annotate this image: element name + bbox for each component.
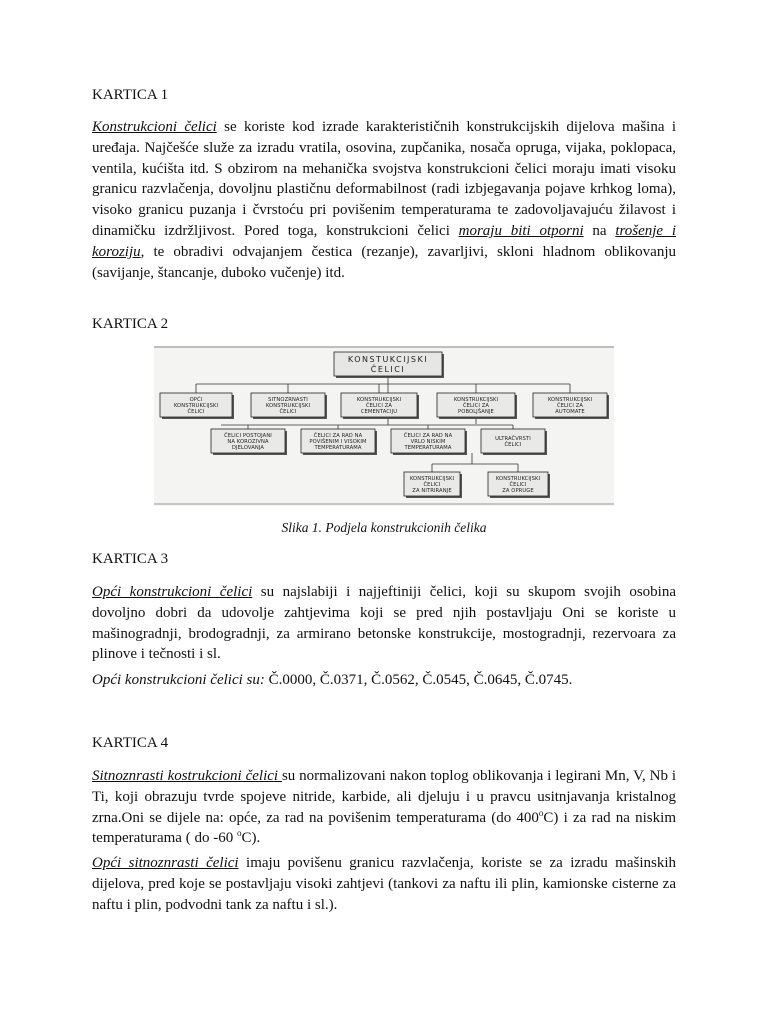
paragraph-text: su normalizovani nakon toplog oblikovanja i legirani Mn, V, Nb i Ti, koji obrazuju tvrde spojeve nitride, karbide, ali djeluju i u pravcu usitnjavanja kristalnog zrna.Oni se dijele na: opće, za rad na povišenim temperaturama (do 400 [92,768,676,826]
diagram-root-box-label-line: ČELICI [370,365,406,374]
diagram-level1-box [160,393,234,419]
diagram-level1-box-label-line: ČELICI [279,409,297,416]
diagram-level1-box-label-line: CEMENTACIJU [360,409,398,416]
diagram-level1-box-label-line: ČELICI ZA [365,403,393,409]
diagram-level2-box [301,429,377,455]
kartica-3-paragraph [92,582,676,665]
diagram-level1-box-label-line: KONSTRUKCIJSKI [265,403,311,409]
kartica-4-paragraph-2 [92,853,676,915]
kartica-1-paragraph [92,117,676,283]
diagram-level2-box-label-line: ČELICI ZA RAD NA [313,432,363,439]
diagram-level1-box-label-line: ČELICI ZA [556,403,584,409]
diagram-level1-box-label-line: SITNOZRNASTI [268,396,308,403]
kartica-4-heading: KARTICA 4 [92,735,169,751]
term-opci-konstrukcioni-celici: Opći konstrukcioni čelici [92,584,253,600]
diagram-level1-box-label-line: KONSTRUKCIJSKI [547,396,593,403]
kartica-1-heading: KARTICA 1 [92,87,169,103]
paragraph-text: , te obradivi odvajanjem čestica (rezanje), zavarljivi, skloni hladnom oblikovanju (savijanje, štancanje, duboko vučenje) itd. [92,243,676,281]
diagram-level3-box-label-line: ZA OPRUGE [502,488,534,495]
kartica-4-paragraph [92,766,676,849]
kartica-3-list [92,670,676,691]
diagram-level2-box-label-line: POVIŠENIM I VISOKIM [309,439,367,445]
diagram-level1-box-label-line: AUTOMATE [555,409,585,416]
diagram-level1-box-label-line: OPĆI [189,396,203,403]
emphasis-trosenje-i-koroziju: trošenje i koroziju [92,222,677,260]
diagram-level2-box [481,429,547,455]
diagram-level1-box-label-line: ČELICI ZA [462,403,490,409]
paragraph-text: imaju povišenu granicu razvlačenja, koriste se za izradu mašinskih dijelova, pred koje se postavljaju visoki zahtjevi (tankovi za naftu ili plin, kamionske cisterne za naftu i plin, podvodni tank za naftu i sl.). [92,855,676,913]
term-sitnoznrasti-kostrukcioni-celici: Sitnoznrasti kostrukcioni čelici [92,768,282,784]
diagram-level3-box-label-line: ZA NITRIRANJE [412,488,452,495]
diagram-level2-box-label-line: VRLO NISKIM [410,439,446,445]
kartica-2-heading: KARTICA 2 [92,316,169,332]
paragraph-text: C). [241,830,261,847]
kartica-3-heading: KARTICA 3 [92,551,169,567]
figure-caption: Slika 1. Podjela konstrukcionih čelika [281,520,487,535]
diagram-level1-box-label-line: KONSTRUKCIJSKI [173,403,219,409]
diagram-level1-box [533,393,609,419]
diagram-level3-box-label-line: KONSTRUKCIJSKI [409,475,455,482]
diagram-level1-box-label-line: KONSTRUKCIJSKI [453,396,499,403]
diagram-level1-box-label-line: ČELICI [187,409,205,416]
diagram-svg [154,346,614,506]
diagram-level2-box [211,429,287,455]
diagram-level1-box [437,393,517,419]
diagram-root-box-label-line: KONSTUKCIJSKI [347,355,429,364]
diagram-level3-box-label-line: KONSTRUKCIJSKI [495,475,541,482]
diagram-level1-box [341,393,419,419]
diagram-level3-box-label-line: ČELICI [423,482,441,488]
term-konstrukcioni-celici: Konstrukcioni čelici [92,119,217,135]
diagram-level3-box [488,472,550,498]
diagram-level2-box-label-line: ČELICI POSTOJANI [224,432,272,439]
diagram-level1-box [251,393,327,419]
degree-symbol: o [538,807,544,818]
diagram-level2-box-label-line: NA KOROZIVNA [227,439,269,445]
term-opci-sitnoznrasti-celici: Opći sitnoznrasti čelici [92,855,239,871]
diagram-level2-box-label-line: TEMPERATURAMA [404,445,452,452]
diagram-level2-box-label-line: ULTRAČVRSTI [495,435,531,442]
paragraph-text: su najslabiji i najjeftiniji čelici, koji su skupom svojih osobina dovoljno dobri da udovolje zahtjevima koji se pred njih postavljaju Oni se koriste u mašinogradnji, brodogradnji, za armirano betonske konstrukcije, mostogradnji, rezervoara za plinove i tečnosti i sl. [92,584,676,663]
diagram-level2-box-label-line: ČELICI [504,442,522,449]
steel-classification-diagram [154,346,614,506]
diagram-level2-box-label-line: DJELOVANJA [231,445,265,452]
diagram-level1-box-label-line: POBOLJŠANJE [458,409,494,416]
emphasis-moraju-biti-otporni: moraju biti otporni [458,222,584,239]
diagram-root-box [334,352,444,378]
diagram-level2-box-label-line: TEMPERATURAMA [314,445,362,452]
diagram-level2-box-label-line: ČELICI ZA RAD NA [403,432,453,439]
paragraph-text: C) i za rad na niskim temperaturama ( do -60 [92,809,676,847]
diagram-level1-box-label-line: KONSTRUKCIJSKI [356,396,402,403]
steel-grades-list: Č.0000, Č.0371, Č.0562, Č.0545, Č.0645, Č.0745. [264,672,573,688]
paragraph-text: na [583,222,616,239]
list-label: Opći konstrukcioni čelici su: [92,672,265,688]
diagram-level3-box-label-line: ČELICI [509,482,527,488]
diagram-level2-box [391,429,467,455]
degree-symbol: o [236,828,242,839]
diagram-level3-box [404,472,462,498]
paragraph-text: se koriste kod izrade karakterističnih konstrukcijskih dijelova mašina i uređaja. Najčešće služe za izradu vratila, osovina, zupčanika, nosača opruga, vijaka, poklopaca, ventila, kućišta itd. S obzirom na mehanička svojstva konstrukcioni čelici moraju imati visoku granicu razvlačenja, dovoljnu plastičnu deformabilnost (radi izbjegavanja pojave krhkog loma), visoko granicu puzanja i čvrstoću pri povišenim temperaturama te zadovoljavajuću žilavost i dinamičku izdržljivost. Pored toga, konstrukcioni čelici [92,119,676,239]
